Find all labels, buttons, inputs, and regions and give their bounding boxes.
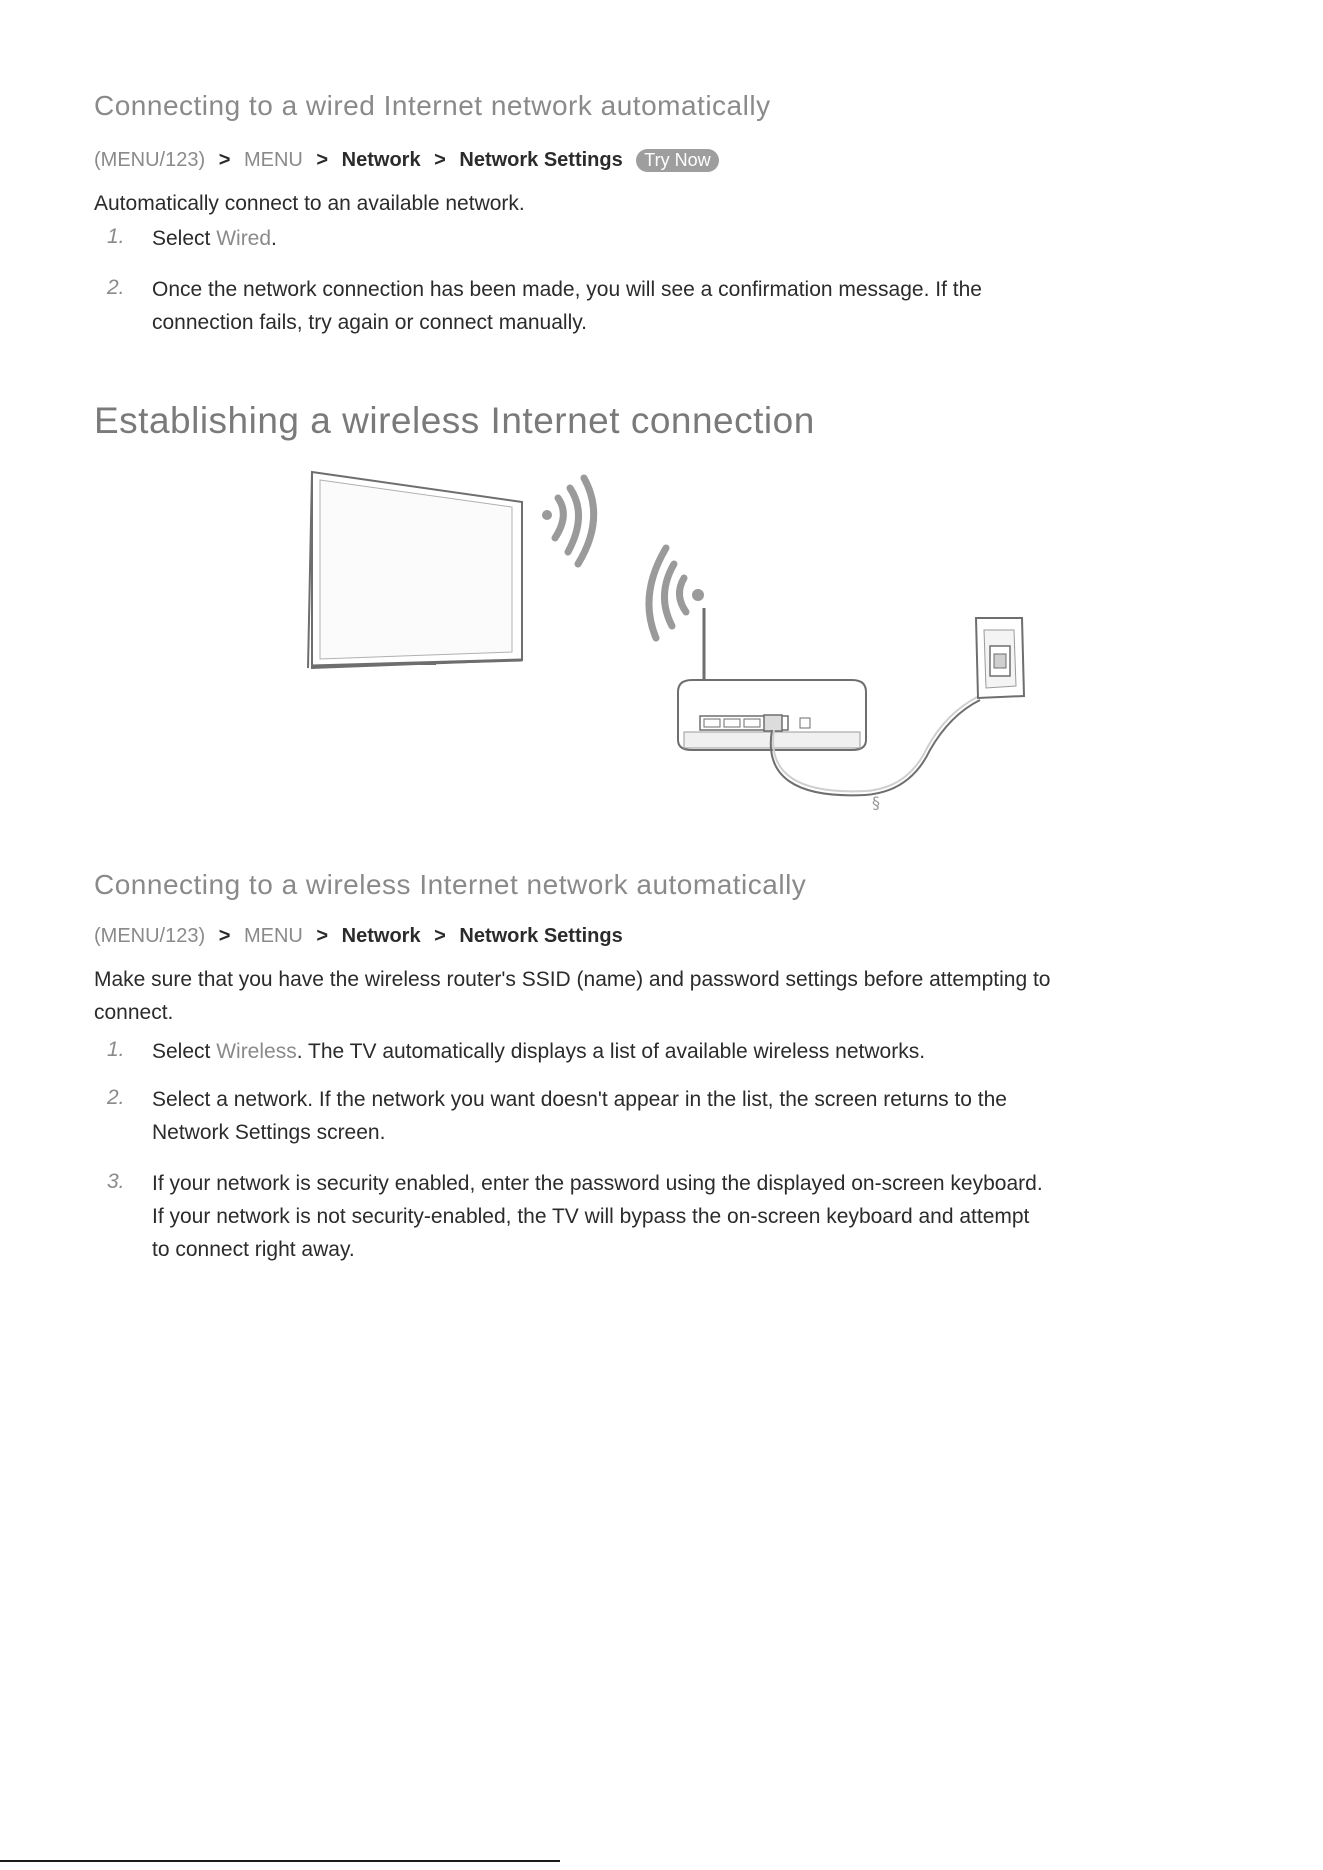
step-text: . xyxy=(271,227,277,250)
footer-rule xyxy=(0,1860,560,1862)
step-text: . The TV automatically displays a list of available wireless networks. xyxy=(296,1040,926,1063)
tv-illustration xyxy=(308,472,522,668)
wireless-network-illustration xyxy=(300,460,1040,820)
step-highlight-wired: Wired xyxy=(216,227,272,250)
menu-path-network-settings: Network Settings xyxy=(459,149,623,171)
menu-path-separator: > xyxy=(316,925,329,947)
step-line: Network Settings screen. xyxy=(152,1121,386,1144)
menu-path-root: (MENU/123) xyxy=(94,925,206,947)
menu-path-network: Network xyxy=(341,925,421,947)
menu-path-menu: MENU xyxy=(243,149,303,171)
menu-path-network: Network xyxy=(341,149,421,171)
step-number: 2. xyxy=(107,1086,125,1109)
step-highlight-wireless: Wireless xyxy=(216,1040,297,1063)
step-line: If your network is security enabled, enter the password using the displayed on-screen keyboard. xyxy=(152,1172,1043,1195)
step-number: 1. xyxy=(107,1038,125,1061)
menu-path-root: (MENU/123) xyxy=(94,149,206,171)
wireless-menu-path xyxy=(94,925,623,948)
menu-path-network-settings: Network Settings xyxy=(459,925,623,947)
router-illustration xyxy=(678,608,866,750)
step-line: to connect right away. xyxy=(152,1238,355,1261)
cable-break-mark: § xyxy=(872,793,880,812)
intro-line: connect. xyxy=(94,1001,174,1024)
router-wifi-signal-icon xyxy=(649,548,704,638)
wireless-step-3 xyxy=(152,1167,1043,1266)
tv-wifi-signal-icon xyxy=(542,478,594,564)
menu-path-separator: > xyxy=(434,149,446,171)
intro-line: Make sure that you have the wireless router's SSID (name) and password settings before attempting to xyxy=(94,968,1051,991)
wireless-step-2 xyxy=(152,1083,1007,1149)
step-line: If your network is not security-enabled, the TV will bypass the on-screen keyboard and attempt xyxy=(152,1205,1030,1228)
menu-path-separator: > xyxy=(316,149,329,171)
wired-section-heading: Connecting to a wired Internet network automatically xyxy=(94,90,771,121)
wired-menu-path xyxy=(94,149,719,172)
wall-jack-illustration xyxy=(976,618,1024,698)
step-number: 2. xyxy=(107,276,125,299)
wireless-intro-text xyxy=(94,963,1050,1029)
wired-intro-text: Automatically connect to an available network. xyxy=(94,192,525,215)
menu-path-separator: > xyxy=(434,925,446,947)
wireless-section-heading: Connecting to a wireless Internet network automatically xyxy=(94,869,807,900)
wireless-connection-heading: Establishing a wireless Internet connection xyxy=(94,400,815,441)
wired-step-2 xyxy=(152,273,982,339)
step-line: connection fails, try again or connect manually. xyxy=(152,311,588,334)
step-line: Once the network connection has been made, you will see a confirmation message. If the xyxy=(152,278,982,301)
step-text: Select xyxy=(152,227,217,250)
step-line: Select a network. If the network you want doesn't appear in the list, the screen returns to the xyxy=(152,1088,1007,1111)
menu-path-separator: > xyxy=(218,925,231,947)
menu-path-menu: MENU xyxy=(243,925,303,947)
step-number: 1. xyxy=(107,225,125,248)
step-text: Select xyxy=(152,1040,217,1063)
menu-path-separator: > xyxy=(218,149,231,171)
step-number: 3. xyxy=(107,1170,125,1193)
wireless-step-1 xyxy=(152,1035,925,1068)
try-now-button[interactable]: Try Now xyxy=(636,149,718,172)
wired-step-1 xyxy=(152,222,277,255)
